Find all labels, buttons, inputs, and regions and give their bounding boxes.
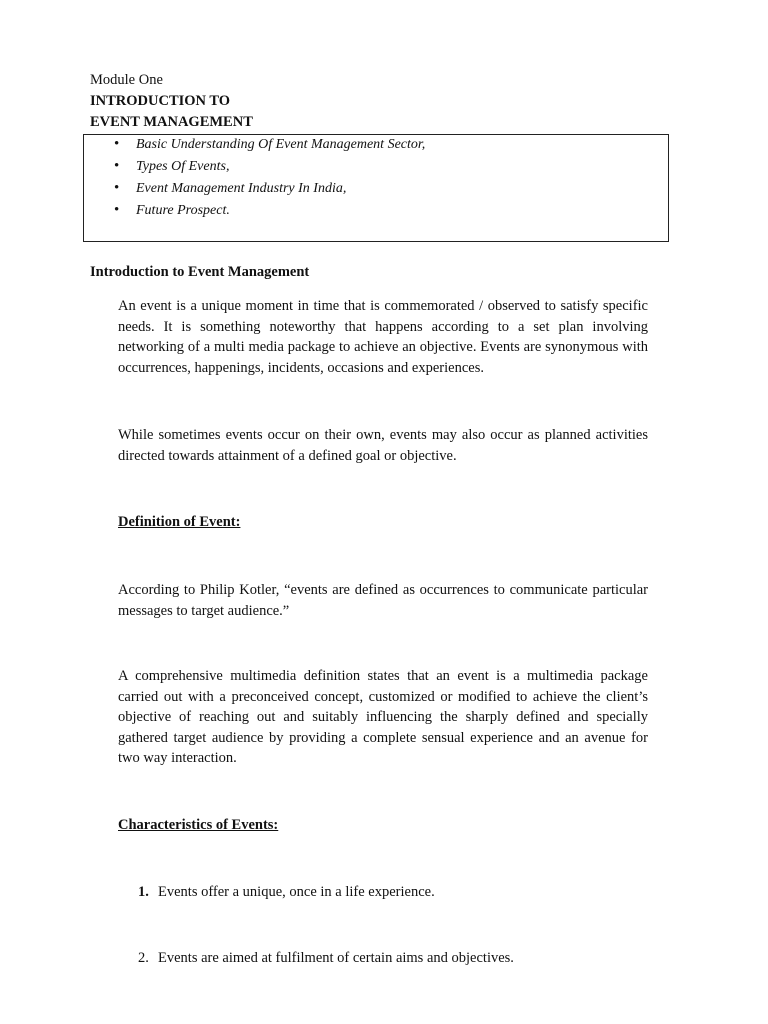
objective-item bbox=[114, 180, 347, 197]
definition-heading: Definition of Event: bbox=[118, 514, 241, 530]
list-item bbox=[138, 950, 514, 967]
item-number: 2. bbox=[138, 950, 149, 966]
characteristics-heading: Characteristics of Events: bbox=[118, 817, 279, 833]
paragraph-planned-events: While sometimes events occur on their own, events may also occur as planned activities directed towards attainment of a defined goal or objective. bbox=[118, 427, 648, 464]
objective-item bbox=[114, 158, 230, 175]
item-number: 1. bbox=[138, 884, 149, 900]
objective-text: Future Prospect. bbox=[136, 203, 230, 218]
bullet-icon: • bbox=[114, 136, 120, 152]
objective-text: Event Management Industry In India, bbox=[136, 181, 347, 196]
list-item bbox=[138, 884, 435, 901]
objective-item bbox=[114, 202, 230, 219]
objective-item bbox=[114, 136, 426, 153]
item-text: Events offer a unique, once in a life experience. bbox=[158, 884, 435, 900]
module-title-line-1: INTRODUCTION TO bbox=[90, 93, 231, 109]
objective-text: Basic Understanding Of Event Management Sector, bbox=[136, 137, 426, 152]
module-title-line-2: EVENT MANAGEMENT bbox=[90, 114, 253, 130]
section-heading: Introduction to Event Management bbox=[90, 264, 310, 280]
paragraph-kotler-definition: According to Philip Kotler, “events are defined as occurrences to communicate particular messages to target audience.” bbox=[118, 582, 648, 619]
bullet-icon: • bbox=[114, 180, 120, 196]
module-label: Module One bbox=[90, 72, 163, 88]
paragraph-event-intro: An event is a unique moment in time that is commemorated / observed to satisfy specific needs. It is something noteworthy that happens according to a set plan involving networking of a multi media package to achieve an objective. Events are synonymous with occurrences, happenings, incidents, occasions and experiences. bbox=[118, 298, 648, 376]
objective-text: Types Of Events, bbox=[136, 159, 230, 174]
item-text: Events are aimed at fulfilment of certain aims and objectives. bbox=[158, 950, 514, 966]
bullet-icon: • bbox=[114, 158, 120, 174]
objectives-box bbox=[83, 134, 669, 242]
paragraph-multimedia-definition: A comprehensive multimedia definition states that an event is a multimedia package carried out with a preconceived concept, customized or modified to achieve the client’s objective of reaching out and suitably influencing the sharply defined and specially gathered target audience by providing a complete sensual experience and an avenue for two way interaction. bbox=[118, 668, 648, 766]
bullet-icon: • bbox=[114, 202, 120, 218]
